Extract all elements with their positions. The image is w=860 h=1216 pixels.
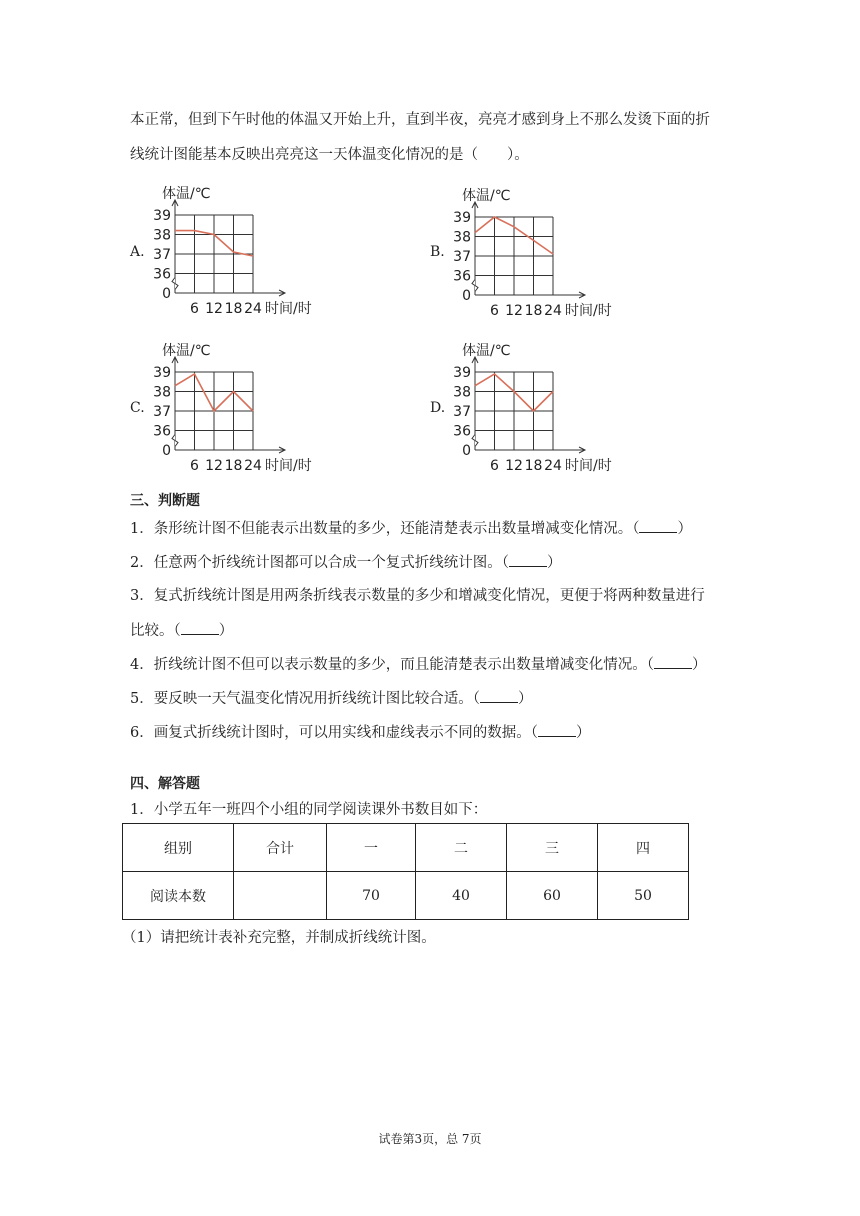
x-axis-label: 时间/时 — [265, 458, 312, 474]
table-cell: 二 — [416, 824, 507, 872]
chart-option-d — [450, 337, 650, 482]
x-tick-label: 12 — [205, 301, 223, 317]
judge-item-5: 5．要反映一天气温变化情况用折线统计图比较合适。（ ） — [130, 688, 532, 709]
table-cell: 组别 — [123, 824, 234, 872]
axis-break — [172, 435, 178, 447]
books-table — [122, 823, 689, 920]
table-cell: 70 — [327, 872, 416, 920]
x-tick-label: 18 — [524, 458, 543, 474]
chart-option-a — [150, 180, 350, 325]
judge-item-1: 1．条形统计图不但能表示出数量的多少，还能清楚表示出数量增减变化情况。（ ） — [130, 518, 692, 539]
x-tick-label: 6 — [190, 301, 199, 317]
y-tick-label: 36 — [453, 423, 471, 440]
y-tick-label: 37 — [153, 404, 171, 420]
y-tick-label: 39 — [153, 208, 171, 224]
sub-question-1: （1）请把统计表补充完整，并制成折线统计图。 — [122, 930, 436, 946]
table-cell: 50 — [598, 872, 689, 920]
table-cell: 60 — [507, 872, 598, 920]
y-tick-label: 0 — [162, 286, 171, 302]
intro-line-2: 线统计图能基本反映出亮亮这一天体温变化情况的是（ ）。 — [130, 147, 529, 163]
y-tick-label: 38 — [453, 229, 471, 246]
x-tick-label: 18 — [224, 458, 243, 474]
y-axis-label: 体温/℃ — [462, 188, 511, 204]
y-tick-label: 36 — [453, 268, 471, 285]
y-tick-label: 37 — [453, 404, 471, 420]
y-tick-label: 38 — [153, 227, 171, 244]
section-3-title: 三、判断题 — [130, 493, 200, 509]
x-tick-label: 6 — [490, 303, 499, 319]
x-tick-label: 24 — [244, 458, 262, 474]
table-cell: 40 — [416, 872, 507, 920]
x-axis-label: 时间/时 — [565, 458, 612, 474]
table-row — [123, 872, 689, 920]
x-tick-label: 6 — [190, 458, 199, 474]
table-row — [123, 824, 689, 872]
option-c-label: C. — [130, 400, 145, 416]
intro-line-1: 本正常，但到下午时他的体温又开始上升，直到半夜，亮亮才感到身上不那么发烫下面的折 — [130, 112, 710, 128]
y-tick-label: 37 — [453, 249, 471, 265]
y-tick-label: 36 — [153, 423, 171, 440]
axis-break — [472, 280, 478, 292]
x-tick-label: 12 — [505, 303, 523, 319]
judge-item-3: 3．复式折线统计图是用两条折线表示数量的多少和增减变化情况，更便于将两种数量进行 — [130, 588, 705, 604]
question-1: 1．小学五年一班四个小组的同学阅读课外书数目如下： — [130, 802, 488, 818]
x-tick-label: 18 — [524, 303, 543, 319]
option-b-label: B. — [430, 244, 445, 260]
x-axis-label: 时间/时 — [265, 301, 312, 317]
y-tick-label: 39 — [153, 365, 171, 381]
y-tick-label: 39 — [453, 210, 471, 226]
x-tick-label: 24 — [544, 303, 562, 319]
judge-item-3-cont: 比较。（ ） — [130, 620, 233, 641]
table-cell: 一 — [327, 824, 416, 872]
axis-break — [172, 278, 178, 290]
y-tick-label: 0 — [462, 288, 471, 304]
y-axis-label: 体温/℃ — [162, 343, 211, 359]
y-tick-label: 0 — [462, 443, 471, 459]
x-tick-label: 6 — [490, 458, 499, 474]
x-tick-label: 12 — [505, 458, 523, 474]
x-tick-label: 18 — [224, 301, 243, 317]
judge-item-4: 4．折线统计图不但可以表示数量的多少，而且能清楚表示出数量增减变化情况。（ ） — [130, 654, 706, 675]
y-tick-label: 38 — [153, 384, 171, 401]
y-tick-label: 36 — [153, 266, 171, 283]
table-cell: 三 — [507, 824, 598, 872]
chart-option-c — [150, 337, 350, 482]
y-tick-label: 39 — [453, 365, 471, 381]
option-a-label: A. — [130, 244, 145, 260]
y-axis-label: 体温/℃ — [162, 186, 211, 202]
option-d-label: D. — [430, 400, 446, 416]
table-cell: 四 — [598, 824, 689, 872]
judge-item-6: 6．画复式折线统计图时，可以用实线和虚线表示不同的数据。（ ） — [130, 722, 590, 743]
x-tick-label: 24 — [544, 458, 562, 474]
y-tick-label: 38 — [453, 384, 471, 401]
chart-option-b — [450, 182, 650, 327]
page-footer: 试卷第3页，总 7页 — [378, 1132, 482, 1146]
axis-break — [472, 435, 478, 447]
x-tick-label: 24 — [244, 301, 262, 317]
y-tick-label: 37 — [153, 247, 171, 263]
judge-item-2: 2．任意两个折线统计图都可以合成一个复式折线统计图。（ ） — [130, 552, 561, 573]
y-axis-label: 体温/℃ — [462, 343, 511, 359]
section-4-title: 四、解答题 — [130, 776, 200, 792]
table-cell: 阅读本数 — [123, 872, 234, 920]
table-cell: 合计 — [234, 824, 327, 872]
y-tick-label: 0 — [162, 443, 171, 459]
table-cell-total-blank — [234, 872, 327, 920]
x-tick-label: 12 — [205, 458, 223, 474]
x-axis-label: 时间/时 — [565, 303, 612, 319]
